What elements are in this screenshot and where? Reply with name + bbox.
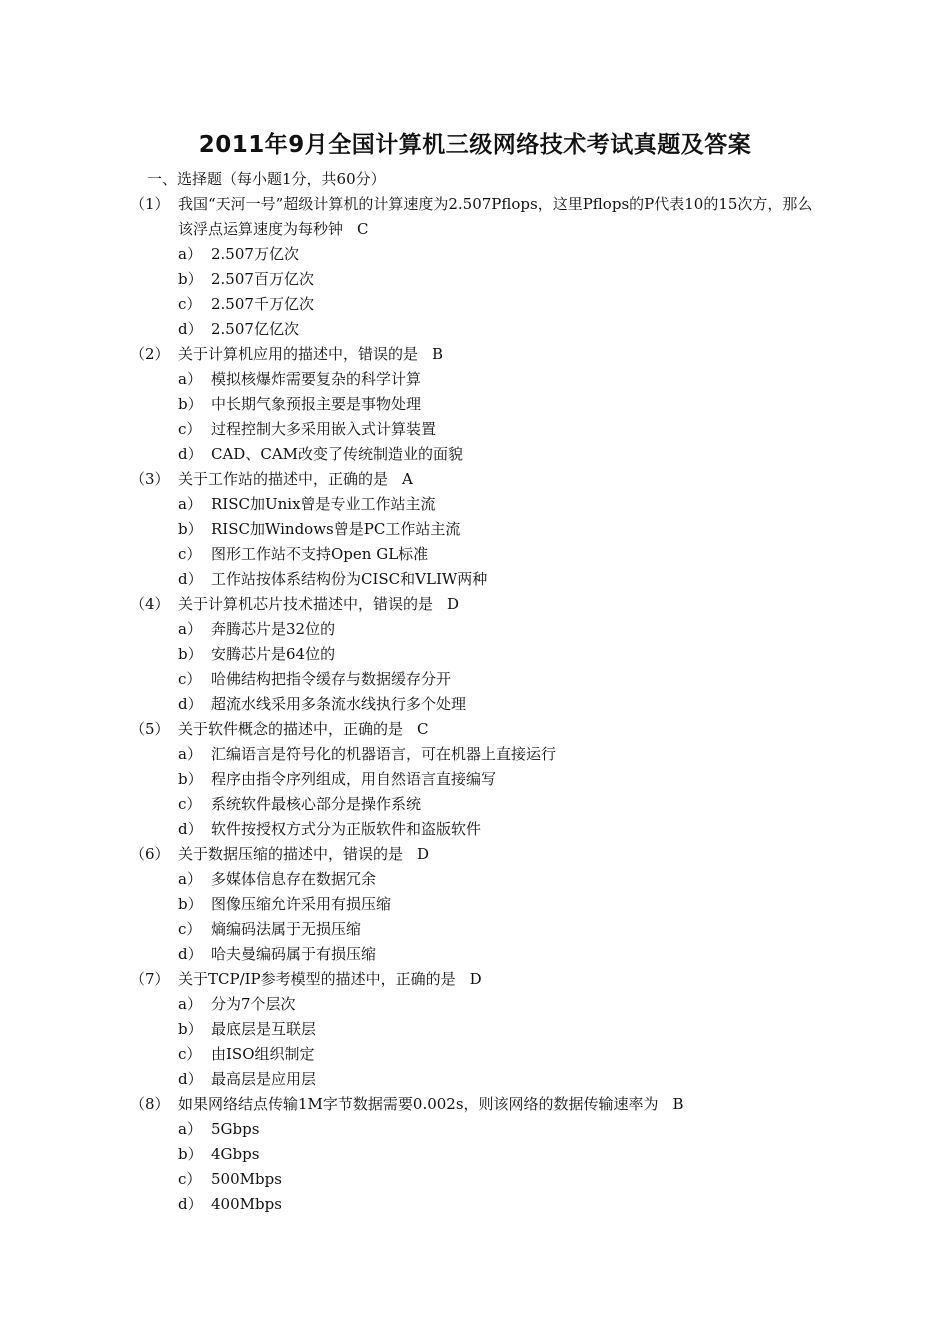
- question-text: 我国“天河一号”超级计算机的计算速度为2.507Pflops，这里Pflops的P代表10的15次方，那么该浮点运算速度为每秒钟 C: [178, 195, 813, 238]
- question-text: 关于计算机芯片技术描述中，错误的是 D: [178, 595, 460, 613]
- question-number: （3）: [130, 470, 170, 488]
- question-text: 如果网络结点传输1M字节数据需要0.002s，则该网络的数据传输速率为 B: [178, 1095, 684, 1113]
- question-1: [0, 194, 950, 244]
- question-5: [0, 719, 950, 744]
- answer-letter: D: [417, 845, 430, 863]
- option-c: c） 系统软件最核心部分是操作系统: [178, 795, 422, 813]
- answer-letter: D: [447, 595, 460, 613]
- page-title: 2011年9月全国计算机三级网络技术考试真题及答案: [198, 132, 752, 158]
- option-c: c） 图形工作站不支持Open GL标准: [178, 545, 429, 563]
- option-c: c） 熵编码法属于无损压缩: [178, 920, 362, 938]
- option-b: b） 最底层是互联层: [178, 1020, 317, 1038]
- option-c: c） 哈佛结构把指令缓存与数据缓存分开: [178, 670, 452, 688]
- question-6: [0, 844, 950, 869]
- question-2: [0, 344, 950, 369]
- question-number: （5）: [130, 720, 170, 738]
- answer-letter: B: [432, 345, 444, 363]
- answer-letter: D: [469, 970, 482, 988]
- option-b: b） 2.507百万亿次: [178, 270, 314, 288]
- answer-letter: C: [357, 220, 369, 238]
- question-text: 关于TCP/IP参考模型的描述中，正确的是 D: [178, 970, 482, 988]
- question-8: [0, 1094, 950, 1119]
- option-b: b） 图像压缩允许采用有损压缩: [178, 895, 392, 913]
- answer-letter: C: [417, 720, 429, 738]
- question-number: （2）: [130, 345, 170, 363]
- question-number: （8）: [130, 1095, 170, 1113]
- question-number: （7）: [130, 970, 170, 988]
- answer-letter: B: [672, 1095, 684, 1113]
- question-3: [0, 469, 950, 494]
- option-a: a） 2.507万亿次: [178, 245, 299, 263]
- option-d: d） CAD、CAM改变了传统制造业的面貌: [178, 445, 464, 463]
- question-number: （6）: [130, 845, 170, 863]
- option-a: a） 5Gbps: [178, 1120, 260, 1138]
- question-number: （4）: [130, 595, 170, 613]
- option-c: c） 过程控制大多采用嵌入式计算装置: [178, 420, 437, 438]
- option-a: a） 汇编语言是符号化的机器语言，可在机器上直接运行: [178, 745, 557, 763]
- option-a: a） 模拟核爆炸需要复杂的科学计算: [178, 370, 422, 388]
- option-b: b） RISC加Windows曾是PC工作站主流: [178, 520, 461, 538]
- question-list: [0, 194, 950, 1219]
- option-a: a） 分为7个层次: [178, 995, 296, 1013]
- option-d: d） 工作站按体系结构份为CISC和VLIW两种: [178, 570, 488, 588]
- section-heading: 一、选择题（每小题1分，共60分）: [147, 170, 386, 188]
- question-4: [0, 594, 950, 619]
- question-text: 关于软件概念的描述中，正确的是 C: [178, 720, 429, 738]
- option-b: b） 安腾芯片是64位的: [178, 645, 336, 663]
- option-d: d） 2.507亿亿次: [178, 320, 299, 338]
- option-d: d） 软件按授权方式分为正版软件和盗版软件: [178, 820, 482, 838]
- question-number: （1）: [130, 195, 170, 213]
- option-c: c） 500Mbps: [178, 1170, 282, 1188]
- option-d: d） 400Mbps: [178, 1195, 282, 1213]
- question-text: 关于工作站的描述中，正确的是 A: [178, 470, 413, 488]
- option-a: a） 多媒体信息存在数据冗余: [178, 870, 377, 888]
- option-a: a） 奔腾芯片是32位的: [178, 620, 336, 638]
- option-c: c） 由ISO组织制定: [178, 1045, 315, 1063]
- question-text: 关于计算机应用的描述中，错误的是 B: [178, 345, 444, 363]
- option-b: b） 4Gbps: [178, 1145, 260, 1163]
- option-c: c） 2.507千万亿次: [178, 295, 314, 313]
- option-d: d） 最高层是应用层: [178, 1070, 317, 1088]
- option-a: a） RISC加Unix曾是专业工作站主流: [178, 495, 436, 513]
- option-d: d） 超流水线采用多条流水线执行多个处理: [178, 695, 467, 713]
- option-d: d） 哈夫曼编码属于有损压缩: [178, 945, 377, 963]
- option-b: b） 程序由指令序列组成，用自然语言直接编写: [178, 770, 497, 788]
- question-7: [0, 969, 950, 994]
- question-text: 关于数据压缩的描述中，错误的是 D: [178, 845, 430, 863]
- answer-letter: A: [402, 470, 413, 488]
- option-b: b） 中长期气象预报主要是事物处理: [178, 395, 422, 413]
